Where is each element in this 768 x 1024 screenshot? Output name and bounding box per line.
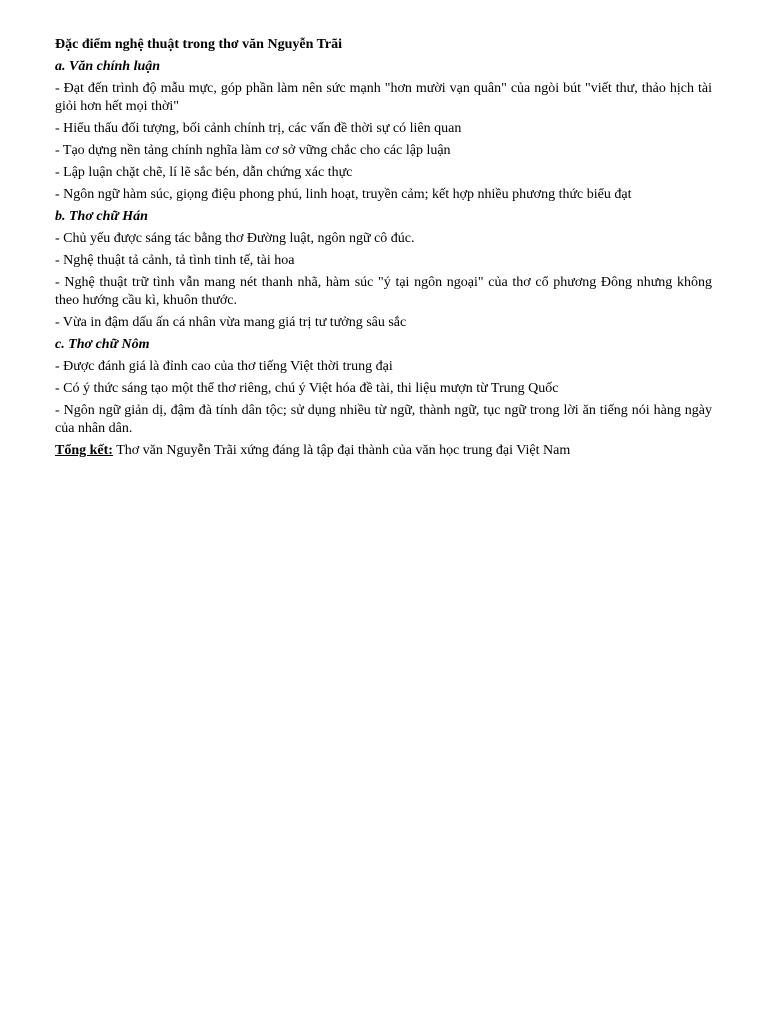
document-title: Đặc điểm nghệ thuật trong thơ văn Nguyễn Trãi (55, 37, 342, 52)
section-tho-chu-han (55, 208, 712, 332)
bullet-item: - Nghệ thuật trữ tình vẫn mang nét thanh nhã, hàm súc "ý tại ngôn ngoại" của thơ cổ phương Đông nhưng không theo hướng cầu kì, khuôn thước. (55, 275, 712, 308)
document-page (55, 36, 712, 460)
bullet-item: - Ngôn ngữ giản dị, đậm đà tính dân tộc; sử dụng nhiều từ ngữ, thành ngữ, tục ngữ trong lời ăn tiếng nói hàng ngày của nhân dân. (55, 403, 712, 436)
bullet-item: - Tạo dựng nền tảng chính nghĩa làm cơ sở vững chắc cho các lập luận (55, 143, 451, 158)
bullet-item: - Có ý thức sáng tạo một thể thơ riêng, chú ý Việt hóa đề tài, thi liệu mượn từ Trung Quốc (55, 381, 559, 396)
bullet-item: - Vừa in đậm dấu ấn cá nhân vừa mang giá trị tư tưởng sâu sắc (55, 315, 407, 330)
section-heading: c. Thơ chữ Nôm (55, 337, 150, 352)
bullet-item: - Nghệ thuật tả cảnh, tả tình tinh tế, tài hoa (55, 253, 295, 268)
bullet-item: - Ngôn ngữ hàm súc, giọng điệu phong phú, linh hoạt, truyền cảm; kết hợp nhiều phương thức biểu đạt (55, 187, 632, 202)
bullet-item: - Hiểu thấu đối tượng, bối cảnh chính trị, các vấn đề thời sự có liên quan (55, 121, 462, 136)
bullet-item: - Lập luận chặt chẽ, lí lẽ sắc bén, dẫn chứng xác thực (55, 165, 353, 180)
section-heading: b. Thơ chữ Hán (55, 209, 148, 224)
bullet-item: - Được đánh giá là đỉnh cao của thơ tiếng Việt thời trung đại (55, 359, 393, 374)
summary-text: Thơ văn Nguyễn Trãi xứng đáng là tập đại thành của văn học trung đại Việt Nam (112, 443, 571, 458)
section-heading: a. Văn chính luận (55, 59, 161, 74)
bullet-item: - Đạt đến trình độ mẫu mực, góp phần làm nên sức mạnh "hơn mười vạn quân" của ngòi bút "viết thư, thảo hịch tài giỏi hơn hết mọi thời" (55, 81, 712, 114)
bullet-item: - Chủ yếu được sáng tác bằng thơ Đường luật, ngôn ngữ cô đúc. (55, 231, 415, 246)
summary-paragraph (55, 442, 712, 460)
section-tho-chu-nom (55, 336, 712, 438)
section-van-chinh-luan (55, 58, 712, 204)
summary-label: Tổng kết: (55, 443, 113, 458)
